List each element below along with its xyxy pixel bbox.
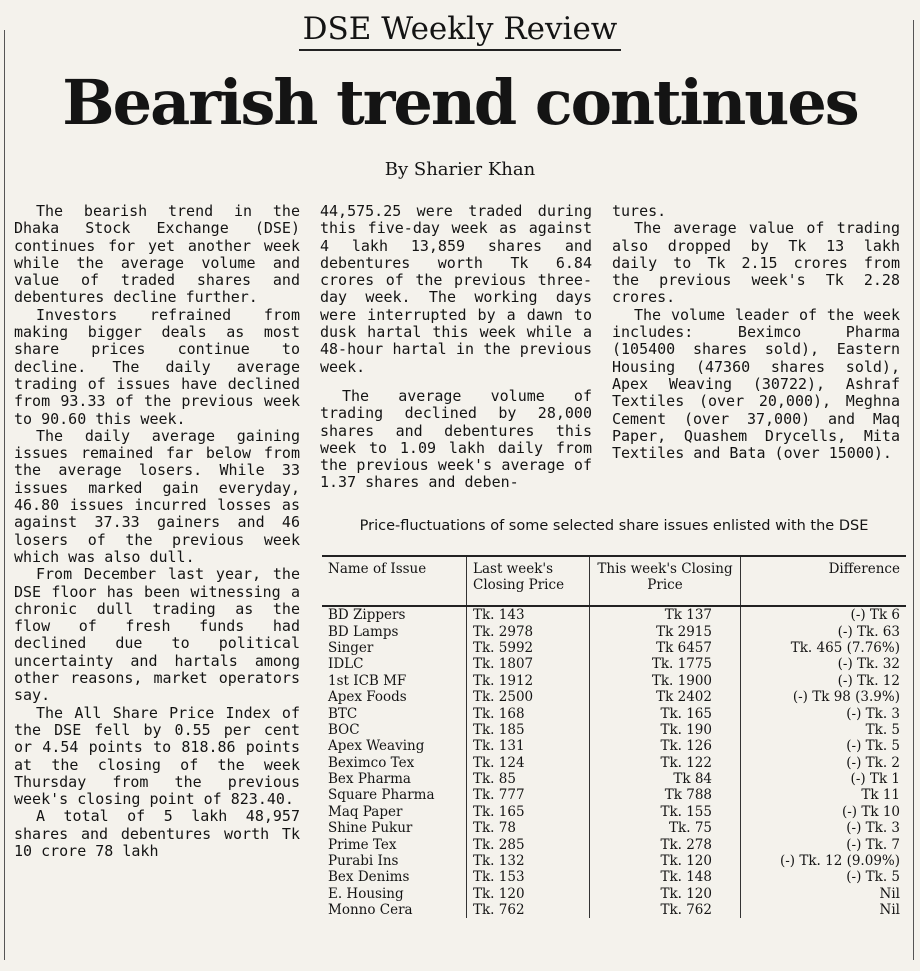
cell-difference: Tk. 5 [741,722,907,738]
cell-name: Bex Denims [328,869,410,886]
cell-difference: (-) Tk. 3 [741,820,907,836]
kicker-text: DSE Weekly Review [299,10,622,51]
cell-this-week: Tk. 126 [590,738,741,754]
table-row [322,820,906,836]
cell-name: Maq Paper [328,803,403,820]
cell-last-week: Tk. 168 [467,705,590,721]
table-row [322,853,906,869]
cell-this-week: Tk. 120 [590,853,741,869]
cell-last-week: Tk. 165 [467,804,590,820]
cell-difference: (-) Tk. 5 [741,738,907,754]
cell-difference: (-) Tk 98 (3.9%) [741,689,907,705]
cell-this-week: Tk. 1775 [590,656,741,672]
cell-last-week: Tk. 131 [467,738,590,754]
header-difference: Difference [741,556,907,606]
cell-difference: (-) Tk 6 [741,606,907,623]
cell-this-week: Tk. 278 [590,836,741,852]
cell-last-week: Tk. 185 [467,722,590,738]
paragraph: Investors refrained from making bigger deals as most share prices continue to decline. The daily average trading of issues have declined from 93.33 of the previous week to 90.60 this week. [14,305,300,428]
cell-this-week: Tk. 122 [590,755,741,771]
cell-last-week: Tk. 777 [467,787,590,803]
table-row [322,656,906,672]
header-name: Name of Issue [322,556,467,606]
cell-last-week: Tk. 153 [467,869,590,885]
cell-name: Prime Tex [328,836,397,853]
cell-name: E. Housing [328,885,404,902]
table-body [322,606,906,918]
paragraph: 44,575.25 were traded during this five-day week as against 4 lakh 13,859 shares and debentures worth Tk 6.84 crores of the previous three-day week. The working days were interrupted by a dawn to dusk hartal this week while a 48-hour hartal in the previous week. [320,202,592,376]
cell-last-week: Tk. 2978 [467,623,590,639]
cell-last-week: Tk. 285 [467,836,590,852]
cell-difference: (-) Tk. 2 [741,755,907,771]
cell-name: Apex Foods [328,689,407,706]
paragraph: The average value of trading also dropped by Tk 13 lakh daily to Tk 2.15 crores from the previous week's Tk 2.28 crores. [612,219,900,307]
paragraph: The volume leader of the week includes: Beximco Pharma (105400 shares sold), Eastern Housing (47360 shares sold), Apex Weaving (30722), Ashraf Textiles (over 20,000), Meghna Cement (over 37,000) and Maq Paper, Quashem Drycells, Mita Textiles and Bata (over 15000). [612,305,900,463]
cell-name: Bex Pharma [328,771,411,788]
cell-name: 1st ICB MF [328,672,407,689]
cell-difference: Nil [741,886,907,902]
table-row [322,640,906,656]
cell-last-week: Tk. 78 [467,820,590,836]
cell-difference: (-) Tk. 12 (9.09%) [741,853,907,869]
cell-name: Singer [328,639,374,656]
cell-this-week: Tk. 155 [590,804,741,820]
cell-name: BTC [328,705,358,722]
cell-difference: (-) Tk. 3 [741,705,907,721]
cell-difference: (-) Tk. 5 [741,869,907,885]
article-column-3 [612,203,900,462]
cell-this-week: Tk 137 [590,606,741,623]
cell-last-week: Tk. 85 [467,771,590,787]
cell-last-week: Tk. 762 [467,902,590,918]
cell-name: Square Pharma [328,787,435,804]
cell-this-week: Tk. 190 [590,722,741,738]
table-row [322,787,906,803]
cell-this-week: Tk. 1900 [590,673,741,689]
cell-this-week: Tk 788 [590,787,741,803]
table-row [322,738,906,754]
cell-last-week: Tk. 143 [467,606,590,623]
cell-name: Beximco Tex [328,754,415,771]
table-row [322,886,906,902]
cell-name: Shine Pukur [328,820,413,837]
cell-last-week: Tk. 120 [467,886,590,902]
cell-last-week: Tk. 1912 [467,673,590,689]
article-column-1 [14,203,300,860]
table-row [322,689,906,705]
cell-name: BD Zippers [328,607,406,624]
table-row [322,804,906,820]
table-row [322,623,906,639]
cell-this-week: Tk 84 [590,771,741,787]
cell-this-week: Tk 2915 [590,623,741,639]
cell-difference: (-) Tk. 32 [741,656,907,672]
table-row [322,836,906,852]
table-header-row [322,556,906,606]
cell-name: Purabi Ins [328,853,399,870]
cell-last-week: Tk. 1807 [467,656,590,672]
paragraph: tures. [612,202,667,220]
cell-difference: (-) Tk 1 [741,771,907,787]
article-column-2 [320,203,592,492]
cell-last-week: Tk. 124 [467,755,590,771]
section-kicker [0,10,920,51]
cell-this-week: Tk. 148 [590,869,741,885]
cell-name: Monno Cera [328,902,413,919]
cell-difference: Tk 11 [741,787,907,803]
cell-this-week: Tk 6457 [590,640,741,656]
cell-name: Apex Weaving [328,738,425,755]
cell-this-week: Tk. 120 [590,886,741,902]
table-row [322,902,906,918]
cell-last-week: Tk. 5992 [467,640,590,656]
cell-this-week: Tk. 75 [590,820,741,836]
cell-this-week: Tk. 165 [590,705,741,721]
cell-difference: Nil [741,902,907,918]
table-row [322,869,906,885]
table-row [322,606,906,623]
headline: Bearish trend continues [62,66,858,139]
paragraph: The All Share Price Index of the DSE fell by 0.55 per cent or 4.54 points to 818.86 points at the closing of the week Thursday from the previous week's closing point of 823.40. [14,703,300,809]
paragraph: The average volume of trading declined by 28,000 shares and debentures this week to 1.09 lakh daily from the previous week's average of 1.37 shares and deben- [320,386,592,492]
table-row [322,755,906,771]
cell-difference: Tk. 465 (7.76%) [741,640,907,656]
cell-difference: (-) Tk. 12 [741,673,907,689]
cell-name: BD Lamps [328,623,399,640]
price-table [322,555,906,918]
cell-this-week: Tk. 762 [590,902,741,918]
header-last-week: Last week's Closing Price [467,556,590,606]
cell-last-week: Tk. 132 [467,853,590,869]
cell-difference: (-) Tk. 63 [741,623,907,639]
cell-this-week: Tk 2402 [590,689,741,705]
table-row [322,705,906,721]
cell-difference: (-) Tk 10 [741,804,907,820]
table-row [322,673,906,689]
cell-name: BOC [328,721,360,738]
cell-name: IDLC [328,656,364,673]
paragraph: The daily average gaining issues remained far below from the average losers. While 33 issues marked gain everyday, 46.80 issues incurred losses as against 37.33 gainers and 46 losers of the previous week which was also dull. [14,426,300,566]
paragraph: From December last year, the DSE floor has been witnessing a chronic dull trading as the flow of fresh funds had declined due to political uncertainty and hartals among other reasons, market operators say. [14,565,300,705]
byline: By Sharier Khan [384,159,536,180]
cell-difference: (-) Tk. 7 [741,836,907,852]
table-caption: Price-fluctuations of some selected share issues enlisted with the DSE [359,518,869,534]
table-row [322,722,906,738]
paragraph: The bearish trend in the Dhaka Stock Exchange (DSE) continues for yet another week while the average volume and value of traded shares and debentures decline further. [14,202,300,307]
cell-last-week: Tk. 2500 [467,689,590,705]
price-table-container [322,555,906,918]
paragraph: A total of 5 lakh 48,957 shares and debentures worth Tk 10 crore 78 lakh [14,807,300,860]
table-row [322,771,906,787]
header-this-week: This week's Closing Price [590,556,741,606]
